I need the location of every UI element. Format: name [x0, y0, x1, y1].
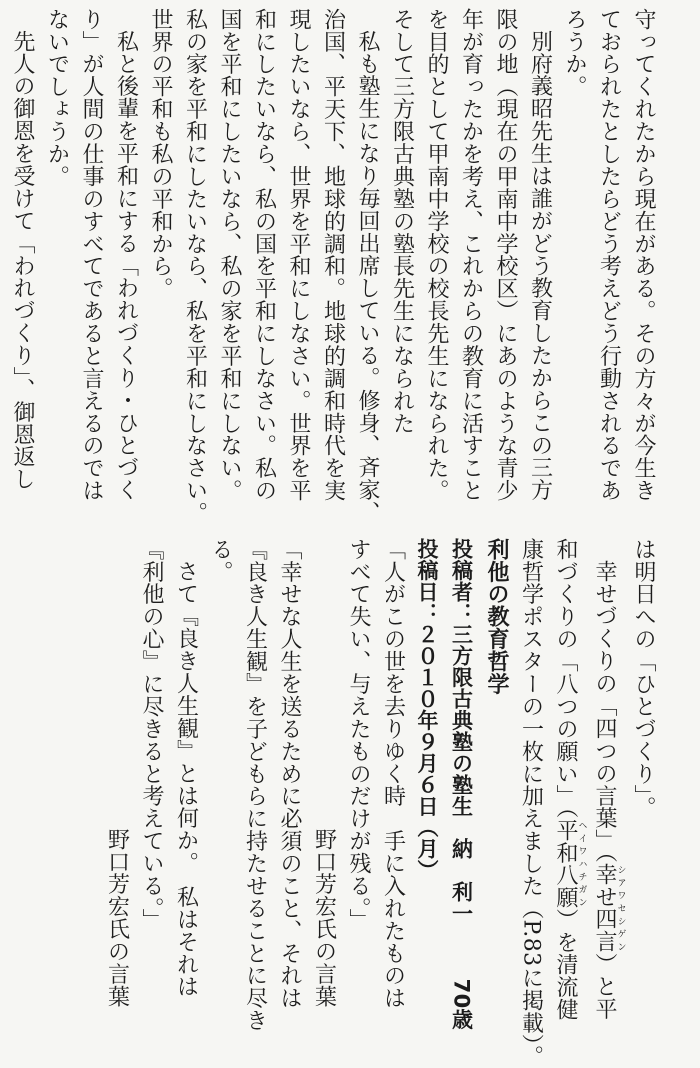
furigana-shiawase-shigen: 幸せ四言シアワセシゲン — [592, 863, 626, 953]
upper-essay-text — [5, 8, 661, 525]
text-line: 私と後輩を平和にする「われづくり・ひとづく — [113, 30, 139, 502]
text-line: 限の地（現在の甲南中学校区）にあのような青少 — [493, 8, 518, 502]
quote-line: る。 — [208, 538, 233, 583]
text-line: 和づくりの「八つの願い」（平和八願ヘイワハチガン）を清流健 — [553, 538, 587, 1021]
text-line: 現したいなら、世界を平和にしなさい。世界を平 — [286, 8, 311, 502]
text-line: 先人の御恩を受けて「われづくり」、御恩返し — [10, 30, 35, 491]
text-line: ておられたとしたらどう考えどう行動されるであ — [596, 8, 622, 502]
text-line: 康哲学ポスターの一枚に加えました（P.83に掲載）。 — [518, 538, 544, 1068]
quote-line: さて『良き人生観』とは何か。 私はそれは — [173, 560, 199, 998]
attribution: 野口芳宏氏の言葉 — [104, 828, 130, 1008]
text-line: 和にしたいなら、私の国を平和にしなさい。私の — [251, 8, 277, 502]
text-line: 私も塾生になり毎回出席している。修身、斉家、 — [355, 30, 380, 524]
lower-essay-text — [99, 538, 660, 1068]
quote-line: 「人がこの世を去りゆく時 手に入れたものは — [380, 538, 406, 1010]
text-line: 守ってくれたから現在がある。その方々が今生き — [631, 8, 656, 502]
post-date: 投稿日：２０１０年９月６日（月） — [415, 538, 439, 882]
quote-line: すべて失い、与えたものだけが残る。」 — [346, 538, 371, 931]
quote-line: 『利他の心』に尽きると考えている。」 — [139, 538, 164, 931]
furigana-heiwa-hachigan: 平和八願ヘイワハチガン — [553, 818, 587, 909]
text-line: を目的として甲南中学校の校長先生になられた。 — [424, 8, 449, 502]
text-line: 別府義昭先生は誰がどう教育したからこの三方 — [527, 30, 553, 502]
contributor-age: 70歳 — [449, 978, 474, 1031]
text-line: ろうか。 — [562, 8, 587, 98]
text-line: ないでしょうか。 — [44, 8, 70, 188]
contributor-name: 投稿者：三方限古典塾の塾生 納 利一 — [449, 538, 474, 924]
quote-line: 『良き人生観』を子どもらに持たせることに尽き — [242, 538, 268, 1032]
quote-line: 「幸せな人生を送るために必須のこと、それは — [277, 538, 302, 1010]
text-line: 私の家を平和にしたいなら、私を平和にしなさい。 — [182, 8, 208, 525]
text-line: 治国、平天下、地球的調和。地球的調和時代を実 — [320, 8, 346, 502]
attribution: 野口芳宏氏の言葉 — [311, 828, 337, 1008]
contributor-line — [444, 538, 479, 1031]
text-line: 幸せづくりの「四つの言葉」（幸せ四言シアワセシゲン）と平 — [592, 560, 626, 1021]
text-line: 年が育ったかを考え、これからの教育に活すこと — [458, 8, 484, 502]
text-line: は明日への「ひとづくり」。 — [631, 538, 656, 819]
text-line: 国を平和にしたいなら、私の家を平和にしない。 — [217, 8, 242, 502]
text-line: 世界の平和も私の平和から。 — [148, 8, 173, 300]
text-line: り」が人間の仕事のすべてであると言えるのでは — [79, 8, 104, 502]
text-line: そして三方限古典塾の塾長先生になられた — [389, 8, 415, 435]
section-heading: 利他の教育哲学 — [484, 538, 509, 696]
